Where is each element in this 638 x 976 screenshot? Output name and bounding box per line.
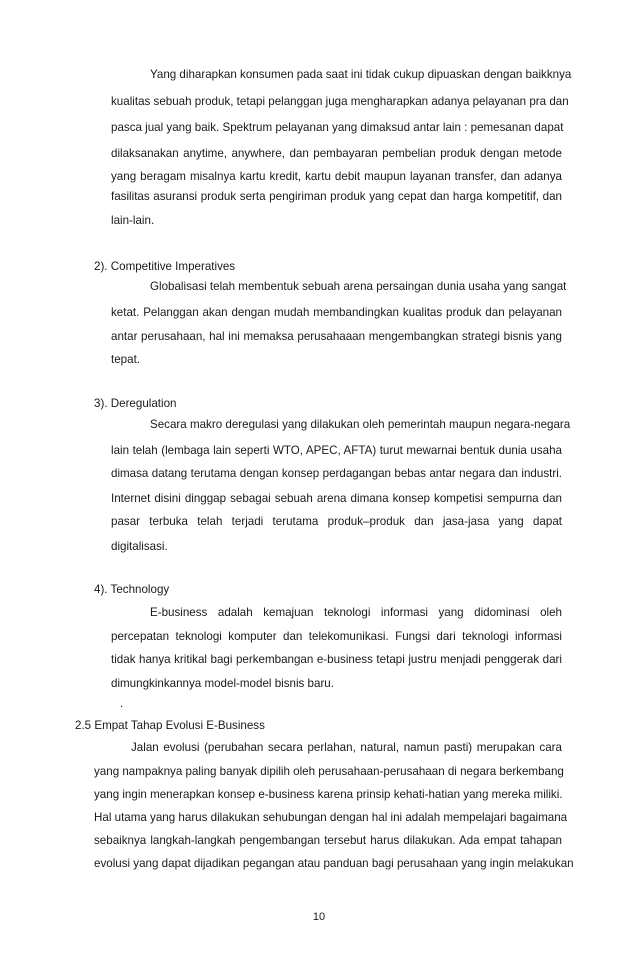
deregulation-line-4: Internet disini dinggap sebagai sebuah arena dimana konsep kompetisi sempurna dan	[111, 492, 562, 505]
competitive-line-3: antar perusahaan, hal ini memaksa perusahaaan mengembangkan strategi bisnis yang	[111, 330, 562, 343]
technology-line-1: E-business adalah kemajuan teknologi informasi yang didominasi oleh	[150, 606, 562, 619]
section-line-5: sebaiknya langkah-langkah pengembangan tersebut harus dilakukan. Ada empat tahapan	[94, 834, 562, 847]
section-heading-2-5: 2.5 Empat Tahap Evolusi E-Business	[75, 719, 265, 732]
section-line-6: evolusi yang dapat dijadikan pegangan atau panduan bagi perusahaan yang ingin melakukan	[94, 857, 574, 870]
section-heading-competitive: 2). Competitive Imperatives	[94, 260, 236, 273]
intro-line-4: dilaksanakan anytime, anywhere, dan pembayaran pembelian produk dengan metode	[111, 147, 562, 160]
section-heading-deregulation: 3). Deregulation	[94, 397, 177, 410]
deregulation-line-6: digitalisasi.	[111, 540, 168, 553]
technology-line-3: tidak hanya kritikal bagi perkembangan e-business tetapi justru menjadi penggerak dari	[111, 653, 562, 666]
deregulation-line-3: dimasa datang terutama dengan konsep perdagangan bebas antar negara dan industri.	[111, 467, 562, 480]
section-line-3: yang ingin menerapkan konsep e-business karena prinsip kehati-hatian yang mereka miliki.	[94, 788, 563, 801]
technology-line-4: dimungkinkannya model-model bisnis baru.	[111, 677, 334, 690]
section-line-4: Hal utama yang harus dilakukan sehubungan dengan hal ini adalah mempelajari bagaimana	[94, 811, 568, 824]
deregulation-line-1: Secara makro deregulasi yang dilakukan oleh pemerintah maupun negara-negara	[150, 418, 571, 431]
competitive-line-4: tepat.	[111, 353, 141, 366]
intro-line-3: pasca jual yang baik. Spektrum pelayanan yang dimaksud antar lain : pemesanan dapat	[111, 121, 564, 134]
competitive-line-2: ketat. Pelanggan akan dengan mudah membandingkan kualitas produk dan pelayanan	[111, 306, 562, 319]
intro-line-6: fasilitas asuransi produk serta pengiriman produk yang cepat dan harga kompetitif, dan	[111, 190, 562, 203]
stray-dot: .	[120, 697, 124, 710]
section-line-1: Jalan evolusi (perubahan secara perlahan, natural, namun pasti) merupakan cara	[131, 741, 562, 754]
intro-line-5: yang beragam misalnya kartu kredit, kartu debit maupun layanan transfer, dan adanya	[111, 170, 562, 183]
deregulation-line-2: lain telah (lembaga lain seperti WTO, APEC, AFTA) turut mewarnai bentuk dunia usaha	[111, 444, 562, 457]
intro-line-1: Yang diharapkan konsumen pada saat ini tidak cukup dipuaskan dengan baikknya	[150, 68, 572, 81]
competitive-line-1: Globalisasi telah membentuk sebuah arena persaingan dunia usaha yang sangat	[150, 280, 567, 293]
page-number: 10	[312, 911, 326, 923]
section-line-2: yang nampaknya paling banyak dipilih oleh perusahaan-perusahaan di negara berkembang	[94, 765, 564, 778]
intro-line-2: kualitas sebuah produk, tetapi pelanggan juga mengharapkan adanya pelayanan pra dan	[111, 95, 569, 108]
technology-line-2: percepatan teknologi komputer dan telekomunikasi. Fungsi dari teknologi informasi	[111, 630, 562, 643]
deregulation-line-5: pasar terbuka telah terjadi terutama produk–produk dan jasa-jasa yang dapat	[111, 515, 562, 528]
section-heading-technology: 4). Technology	[94, 583, 170, 596]
intro-line-7: lain-lain.	[111, 214, 155, 227]
